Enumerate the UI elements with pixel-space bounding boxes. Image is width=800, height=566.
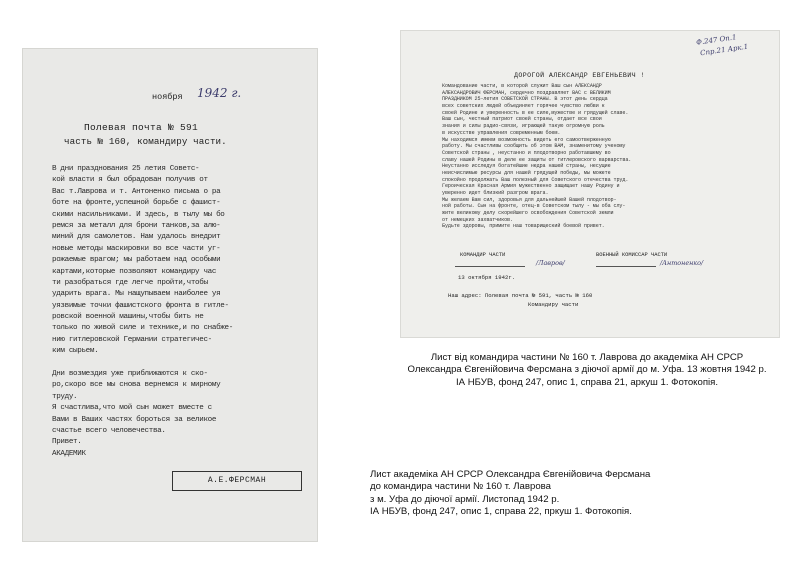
caption-line: ІА НБУВ, фонд 247, опис 1, справа 21, аркуш 1. Фотокопія. [455, 376, 719, 388]
letter-body-line: скими насильниками. И здесь, в тылу мы бо [52, 210, 225, 219]
letter-body-line: Героическая Красная Армия мужественно защищает нашу Родину и [442, 183, 620, 190]
letter-body-line: Я счастлива,что мой сын может вместе с [52, 404, 212, 413]
letter-body-line: ремся за металл для брони танков,за алю- [52, 221, 221, 230]
letter-body-line: нию гитлеровской Германии стратегичес- [52, 335, 212, 344]
caption-right-document [392, 352, 782, 389]
letter-greeting: ДОРОГОЙ АЛЕКСАНДР ЕВГЕНЬЕВИЧ ! [514, 72, 645, 79]
letter-year-handwritten: 1942 г. [197, 86, 242, 100]
letter-body-line: ро,скоро все мы снова вернемся к мирному [52, 381, 221, 390]
letter-body-line: жите великому делу скорейшего освобождения Советской земли [442, 210, 614, 217]
caption-left-document [370, 469, 780, 519]
commander-name: /Лавров/ [536, 259, 565, 267]
letter-body-line: Дни возмездия уже приближаются к ско- [52, 370, 208, 379]
letter-body-line: Мы находимся имеем возможность видеть его самоотверженную [442, 136, 611, 143]
letter-body [442, 83, 774, 230]
letter-body-line: спокойно продолжать Ваш полезный для Советского отечества труд. [442, 176, 629, 183]
caption-line: Лист академіка АН СРСР Олександра Євгенійовича Ферсмана [370, 469, 651, 480]
letter-body-line: работу. Мы счастливы сообщить об этом ВАМ, знаменитому ученому [442, 143, 626, 150]
letter-body-line: Привет. [52, 438, 82, 447]
letter-heading-unit: часть № 160, командиру части. [64, 136, 227, 147]
letter-body-line: в искусстве управления современным боем. [442, 129, 561, 136]
letter-body-line: от немецких захватчиков. [442, 216, 513, 223]
caption-line: до командира частини № 160 т. Лаврова [370, 481, 551, 493]
letter-body-line: всех советских людей объединяет горячее чувство любви к [442, 103, 605, 110]
commissar-label: ВОЕННЫЙ КОМИССАР ЧАСТИ [596, 252, 668, 258]
letter-body-line: боте на фронте,успешной борьбе с фашист- [52, 199, 221, 208]
letter-body-line: счастье всего человечества. [52, 426, 166, 435]
letter-body-line: уязвимые точки фашистского фронта в гитле- [52, 301, 229, 310]
archive-mark-line1: Ф.247 Оп.1 [695, 33, 737, 47]
letter-body-line: своей Родине и уверенность в ее силе,мужестве и грядущей славе. [442, 109, 629, 116]
commander-label: КОМАНДИР ЧАСТИ [460, 252, 506, 258]
letter-body-line: Неустанно исследуя богатейшие недра нашей страны, несущие [442, 163, 611, 170]
letter-body-line: Мы желаем Вам сил, здоровья для дальнейшей Вашей плодотвор- [442, 196, 617, 203]
letter-date: 13 октября 1942г. [458, 274, 516, 281]
letter-body [52, 164, 304, 460]
letter-body-line: рожаемые врагом; мы работаем над особыми [52, 256, 221, 265]
letter-body-line: В дни празднования 25 летия Советс- [52, 165, 200, 173]
commissar-name: /Антоненко/ [660, 259, 704, 267]
letter-body-line: Советской страны , неустанно и плодотворно работавшему во [442, 149, 611, 156]
letter-body-line: знания и силы радио-связи, играющей такую огромную роль [442, 123, 605, 130]
letter-body-line: новые методы маскировки во все части уг- [52, 244, 221, 253]
letter-body-line: Командование части, в которой служит Ваш сын АЛЕКСАНДР [442, 83, 602, 89]
fersman-letter-photocopy [22, 48, 318, 542]
address-line2: Командиру части [528, 301, 579, 308]
address-line1: Наш адрес: Полевая почта № 591, часть № 160 [448, 292, 593, 299]
letter-body-line: ной работы. Сын на фронте, отец-в Советском тылу - мы оба слу- [442, 203, 626, 210]
letter-body-line [52, 358, 304, 369]
letter-body-line: Вами в Ваших частях бороться за великое [52, 415, 217, 424]
letter-body-line: ровской военной машины,чтобы бить не [52, 313, 204, 322]
letter-body-line: кой власти я был обрадован получив от [52, 176, 208, 185]
letter-body-line: ПРАЗДНИКОМ 25-летия СОВЕТСКОЙ СТРАНЫ. В этот день сердца [442, 96, 608, 103]
letter-body-line: ударить врага. Мы нащупываем наиболее уя [52, 290, 221, 299]
letter-body-line: картами,которые позволяют командиру час [52, 267, 217, 276]
letter-body-line: славу нашей Родины в деле ее защиты от гитлеровского варварства. [442, 156, 632, 163]
letter-month: ноября [152, 92, 183, 102]
letter-body-line: АКАДЕМИК [52, 449, 86, 458]
letter-body-line: миний для самолетов. Нам удалось внедрит [52, 233, 221, 242]
letter-body-line: труду. [52, 392, 78, 401]
lavrov-letter-photocopy [400, 30, 780, 338]
letter-body-line: неисчислимые ресурсы для нашей грядущей победы, мы можете [442, 169, 611, 176]
caption-line: Олександра Євгенійовича Ферсмана з діючої армії до м. Уфа. 13 жовтня 1942 р. [407, 364, 767, 376]
signature-box: А.Е.ФЕРСМАН [172, 471, 302, 491]
letter-body-line: Ваш сын, честный патриот своей страны, отдает все свои [442, 116, 602, 123]
caption-line: з м. Уфа до діючої армії. Листопад 1942 р. [370, 493, 560, 505]
caption-line: ІА НБУВ, фонд 247, опис 1, справа 22, пркуш 1. Фотокопія. [370, 506, 632, 518]
archive-mark-line2: Спр.21 Арк.1 [699, 42, 749, 58]
letter-body-line: ким сырьем. [52, 347, 99, 356]
letter-body-line: только по живой силе и технике,и по снабже- [52, 324, 233, 333]
letter-body-line: АЛЕКСАНДРОВИЧ ФЕРСМАН, сердечно поздравляет ВАС с ВЕЛИКИМ [442, 89, 611, 96]
letter-body-line: Будьте здоровы, примите наш товарищеский боевой привет. [442, 223, 605, 230]
letter-body-line: Вас т.Лаврова и т. Антоненко письма о ра [52, 187, 221, 196]
letter-heading-field-post: Полевая почта № 591 [84, 122, 199, 133]
caption-line: Лист від командира частини № 160 т. Лаврова до академіка АН СРСР [430, 352, 744, 363]
letter-body-line: ти разобраться где легче пройти,чтобы [52, 278, 208, 287]
letter-body-line: уверенно идет близкий разгром врага. [442, 190, 549, 196]
